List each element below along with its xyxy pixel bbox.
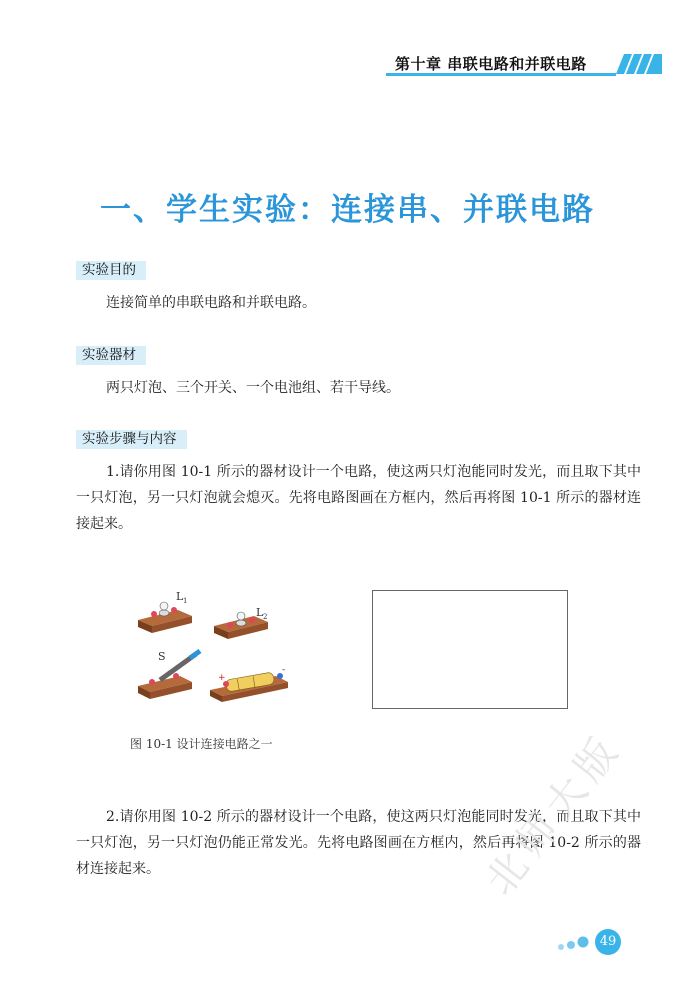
section-label-materials: 实验器材 bbox=[76, 346, 146, 365]
purpose-text: 连接简单的串联电路和并联电路。 bbox=[106, 295, 316, 311]
page-title: 一、学生实验：连接串、并联电路 bbox=[100, 192, 595, 228]
section-label-purpose: 实验目的 bbox=[76, 261, 146, 280]
label-switch: S bbox=[158, 650, 166, 663]
label-l1-sub: 1 bbox=[183, 597, 188, 605]
section-label-steps: 实验步骤与内容 bbox=[76, 430, 187, 449]
header-slash-decoration bbox=[606, 52, 662, 76]
apparatus-illustration bbox=[130, 588, 320, 703]
circuit-drawing-box bbox=[372, 590, 568, 709]
page-number: 49 bbox=[595, 929, 621, 955]
label-minus: - bbox=[282, 665, 286, 675]
figure-caption: 图 10-1 设计连接电路之一 bbox=[130, 737, 273, 751]
chapter-header-title: 第十章 串联电路和并联电路 bbox=[395, 55, 587, 73]
label-l2-sub: 2 bbox=[263, 613, 268, 621]
materials-text: 两只灯泡、三个开关、一个电池组、若干导线。 bbox=[106, 380, 400, 396]
bulb-l1-board bbox=[138, 602, 192, 633]
publisher-watermark: 北师大版 bbox=[477, 724, 632, 904]
step-2-text: 2.请你用图 10-2 所示的器材设计一个电路，使这两只灯泡能同时发光，而且取下其中一只灯泡，另一只灯泡仍能正常发光。先将电路图画在方框内，然后再将图 10-2 所示的器材连接起来。 bbox=[76, 809, 641, 877]
label-l1: L bbox=[176, 590, 184, 603]
switch-board bbox=[138, 651, 200, 699]
step-1-text: 1.请你用图 10-1 所示的器材设计一个电路，使这两只灯泡能同时发光，而且取下其中一只灯泡，另一只灯泡就会熄灭。先将电路图画在方框内，然后再将图 10-1 所示的器材连接起来。 bbox=[76, 464, 641, 532]
header-underline bbox=[386, 73, 616, 76]
label-plus: + bbox=[218, 673, 226, 683]
label-l2: L bbox=[256, 606, 264, 619]
